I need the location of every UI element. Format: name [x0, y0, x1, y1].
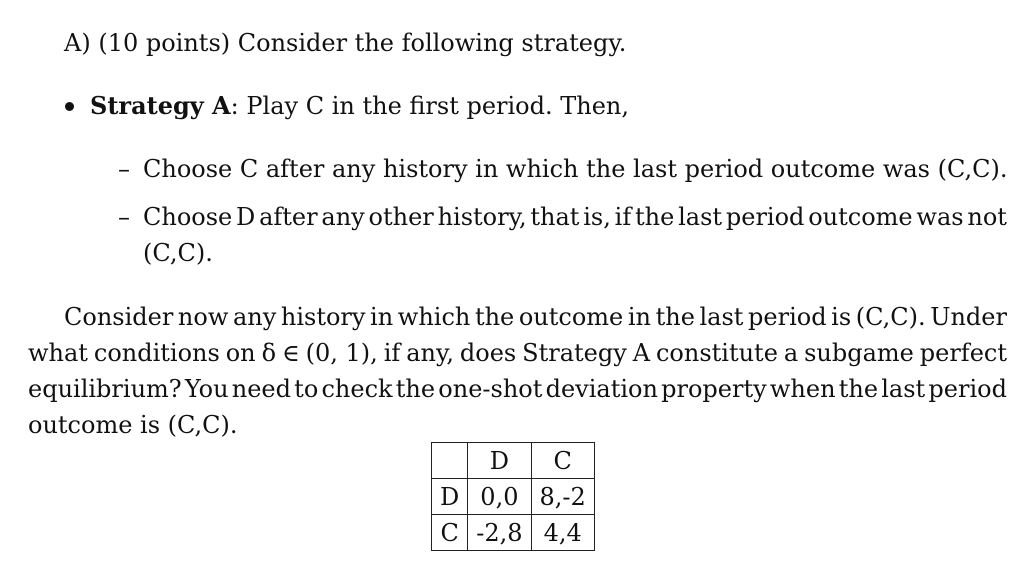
rule-2-line-2: (C,C).	[143, 239, 213, 267]
word: in	[370, 303, 394, 331]
word: period	[748, 303, 827, 331]
word: Strategy	[522, 339, 627, 367]
bullet-icon	[65, 102, 74, 111]
word: constitute	[655, 339, 778, 367]
word: last	[699, 303, 744, 331]
word: δ	[261, 339, 277, 367]
word: outcome	[518, 303, 624, 331]
payoff-cell: 8,-2	[531, 479, 594, 515]
word: that	[530, 203, 580, 231]
word: last	[881, 375, 926, 403]
word: the	[838, 375, 879, 403]
paragraph-line-1	[64, 302, 1007, 332]
table-row	[432, 479, 595, 515]
word: was	[916, 203, 964, 231]
word: ∈	[281, 339, 300, 367]
row-header-c: C	[432, 515, 468, 551]
word: Under	[930, 303, 1007, 331]
word: a	[783, 339, 799, 367]
word: now	[177, 303, 229, 331]
word: need	[231, 375, 291, 403]
word: any,	[406, 339, 454, 367]
word: the	[635, 203, 675, 231]
word: D	[236, 203, 256, 231]
word: any	[232, 303, 277, 331]
dash-icon: –	[118, 203, 130, 231]
word: history	[280, 303, 366, 331]
word: equilibrium?	[28, 375, 182, 403]
payoff-cell: -2,8	[468, 515, 531, 551]
word: history,	[437, 203, 527, 231]
paragraph-line-3	[28, 374, 1007, 404]
word: one-shot	[438, 375, 543, 403]
strategy-intro: : Play C in the first period. Then,	[230, 92, 630, 120]
word: is,	[583, 203, 611, 231]
word: Choose	[143, 203, 233, 231]
payoff-table	[431, 442, 595, 551]
word: deviation	[545, 375, 658, 403]
word: subgame	[804, 339, 914, 367]
col-header-d: D	[468, 443, 531, 479]
word: after	[259, 203, 318, 231]
word: You	[184, 375, 229, 403]
word: what	[28, 339, 88, 367]
word: (0, 1),	[305, 339, 378, 367]
rule-2-line-1	[143, 202, 1007, 232]
payoff-cell: 0,0	[468, 479, 531, 515]
word: which	[397, 303, 471, 331]
rule-1: Choose C after any history in which the last period outcome was (C,C).	[143, 155, 1008, 183]
strategy-name: Strategy A	[90, 91, 231, 120]
payoff-cell: 4,4	[531, 515, 594, 551]
word: conditions	[93, 339, 220, 367]
table-row	[432, 515, 595, 551]
table-header-row	[432, 443, 595, 479]
word: last	[678, 203, 723, 231]
word: in	[627, 303, 651, 331]
word: is	[831, 303, 852, 331]
dash-icon: –	[118, 155, 130, 183]
word: check	[321, 375, 393, 403]
word: on	[225, 339, 256, 367]
word: the	[655, 303, 695, 331]
word: A	[632, 339, 651, 367]
word: Consider	[64, 303, 174, 331]
word: not	[967, 203, 1007, 231]
word: if	[383, 339, 401, 367]
strategy-line	[90, 91, 629, 121]
word: does	[459, 339, 517, 367]
word: the	[474, 303, 515, 331]
word: period	[928, 375, 1007, 403]
word: perfect	[919, 339, 1007, 367]
word: outcome	[808, 203, 913, 231]
word: when	[769, 375, 836, 403]
paragraph-line-2	[28, 338, 1007, 368]
word: to	[294, 375, 319, 403]
word: the	[395, 375, 436, 403]
word: other	[368, 203, 434, 231]
table-corner-cell	[432, 443, 468, 479]
col-header-c: C	[531, 443, 594, 479]
question-header: A) (10 points) Consider the following strategy.	[64, 29, 627, 57]
word: if	[614, 203, 632, 231]
word: property	[661, 375, 767, 403]
row-header-d: D	[432, 479, 468, 515]
word: any	[321, 203, 365, 231]
word: (C,C).	[855, 303, 926, 331]
word: period	[725, 203, 805, 231]
paragraph-line-4: outcome is (C,C).	[28, 411, 238, 439]
